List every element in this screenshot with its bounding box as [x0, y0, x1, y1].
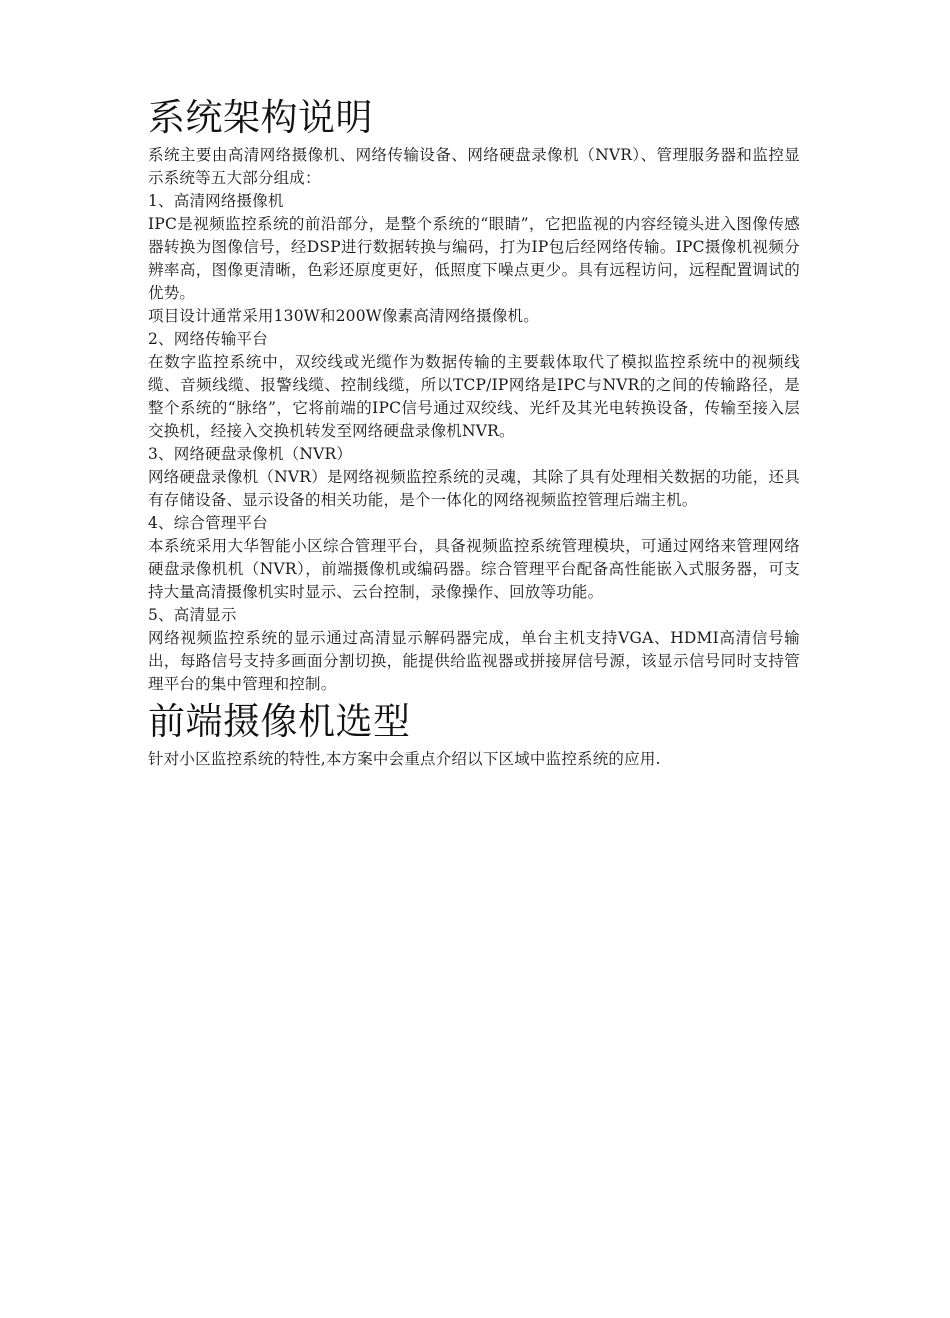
item-heading-display: 5、高清显示: [148, 606, 237, 624]
nvr-description: 网络硬盘录像机（NVR）是网络视频监控系统的灵魂，其除了具有处理相关数据的功能，还具有存储设备、显示设备的相关功能，是个一体化的网络视频监控管理后端主机。: [148, 468, 800, 509]
item-heading-ipc: 1、高清网络摄像机: [148, 192, 284, 210]
management-description: 本系统采用大华智能小区综合管理平台，具备视频监控系统管理模块，可通过网络来管理网络硬盘录像机机（NVR），前端摄像机或编码器。综合管理平台配备高性能嵌入式服务器，可支持大量高清摄像机实时显示、云台控制，录像操作、回放等功能。: [148, 537, 800, 601]
item-heading-network: 2、网络传输平台: [148, 330, 268, 348]
display-description: 网络视频监控系统的显示通过高清显示解码器完成，单台主机支持VGA、HDMI高清信号输出，每路信号支持多画面分割切换，能提供给监视器或拼接屏信号源，该显示信号同时支持管理平台的集中管理和控制。: [148, 629, 800, 693]
section-title-architecture: 系统架构说明: [148, 96, 373, 139]
item-heading-nvr: 3、网络硬盘录像机（NVR）: [148, 445, 353, 463]
architecture-intro: 系统主要由高清网络摄像机、网络传输设备、网络硬盘录像机（NVR）、管理服务器和监控显示系统等五大部分组成：: [148, 146, 800, 187]
network-description: 在数字监控系统中，双绞线或光缆作为数据传输的主要载体取代了模拟监控系统中的视频线缆、音频线缆、报警线缆、控制线缆，所以TCP/IP网络是IPC与NVR的之间的传输路径，是整个系统的“脉络”，它将前端的IPC信号通过双绞线、光纤及其光电转换设备，传输至接入层交换机，经接入交换机转发至网络硬盘录像机NVR。: [148, 353, 800, 440]
section-title-camera-selection: 前端摄像机选型: [148, 700, 411, 743]
ipc-description: IPC是视频监控系统的前沿部分，是整个系统的“眼睛”，它把监视的内容经镜头进入图像传感器转换为图像信号，经DSP进行数据转换与编码，打为IP包后经网络传输。IPC摄像机视频分辨率高，图像更清晰，色彩还原度更好，低照度下噪点更少。具有远程访问，远程配置调试的优势。: [148, 215, 800, 302]
ipc-design-note: 项目设计通常采用130W和200W像素高清网络摄像机。: [148, 307, 539, 325]
item-heading-management: 4、综合管理平台: [148, 514, 268, 532]
camera-selection-intro: 针对小区监控系统的特性,本方案中会重点介绍以下区域中监控系统的应用.: [148, 750, 661, 768]
